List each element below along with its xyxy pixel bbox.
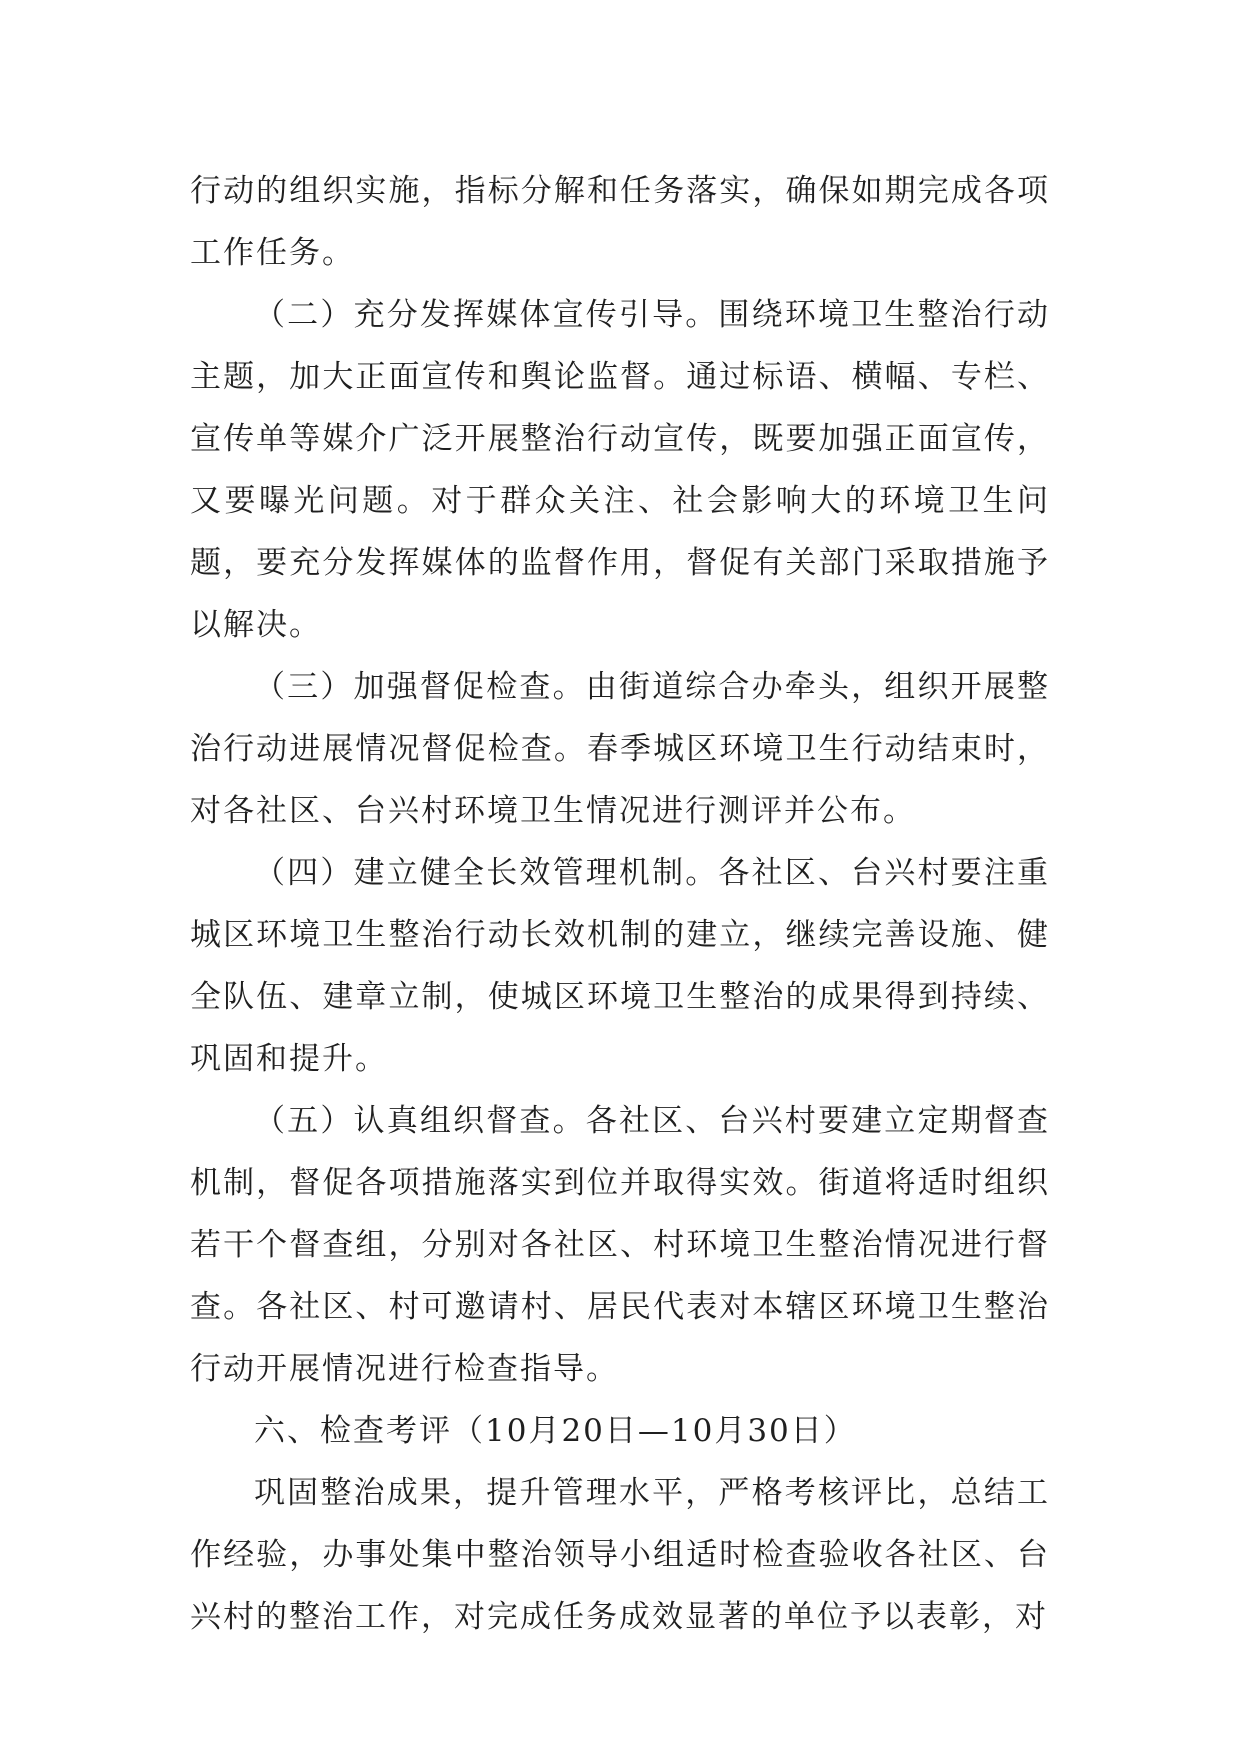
- paragraph-long-term-mechanism: （四）建立健全长效管理机制。各社区、台兴村要注重城区环境卫生整治行动长效机制的建立，继续完善设施、健全队伍、建章立制，使城区环境卫生整治的成果得到持续、巩固和提升。: [190, 855, 1050, 1077]
- section-heading-inspection-evaluation: 六、检查考评（10月20日—10月30日）: [254, 1413, 857, 1449]
- document-body: [190, 160, 1050, 1648]
- paragraph-supervision-inspection: （三）加强督促检查。由街道综合办牵头，组织开展整治行动进展情况督促检查。春季城区环境卫生行动结束时，对各社区、台兴村环境卫生情况进行测评并公布。: [190, 669, 1050, 829]
- paragraph-consolidate-results: 巩固整治成果，提升管理水平，严格考核评比，总结工作经验，办事处集中整治领导小组适时检查验收各社区、台兴村的整治工作，对完成任务成效显著的单位予以表彰，对: [190, 1475, 1050, 1635]
- paragraph-organize-inspection: （五）认真组织督查。各社区、台兴村要建立定期督查机制，督促各项措施落实到位并取得实效。街道将适时组织若干个督查组，分别对各社区、村环境卫生整治情况进行督查。各社区、村可邀请村、居民代表对本辖区环境卫生整治行动开展情况进行检查指导。: [190, 1103, 1050, 1387]
- paragraph-media-publicity: （二）充分发挥媒体宣传引导。围绕环境卫生整治行动主题，加大正面宣传和舆论监督。通过标语、横幅、专栏、宣传单等媒介广泛开展整治行动宣传，既要加强正面宣传，又要曝光问题。对于群众关注、社会影响大的环境卫生问题，要充分发挥媒体的监督作用，督促有关部门采取措施予以解决。: [190, 297, 1050, 643]
- paragraph-continuation: 行动的组织实施，指标分解和任务落实，确保如期完成各项工作任务。: [190, 173, 1050, 271]
